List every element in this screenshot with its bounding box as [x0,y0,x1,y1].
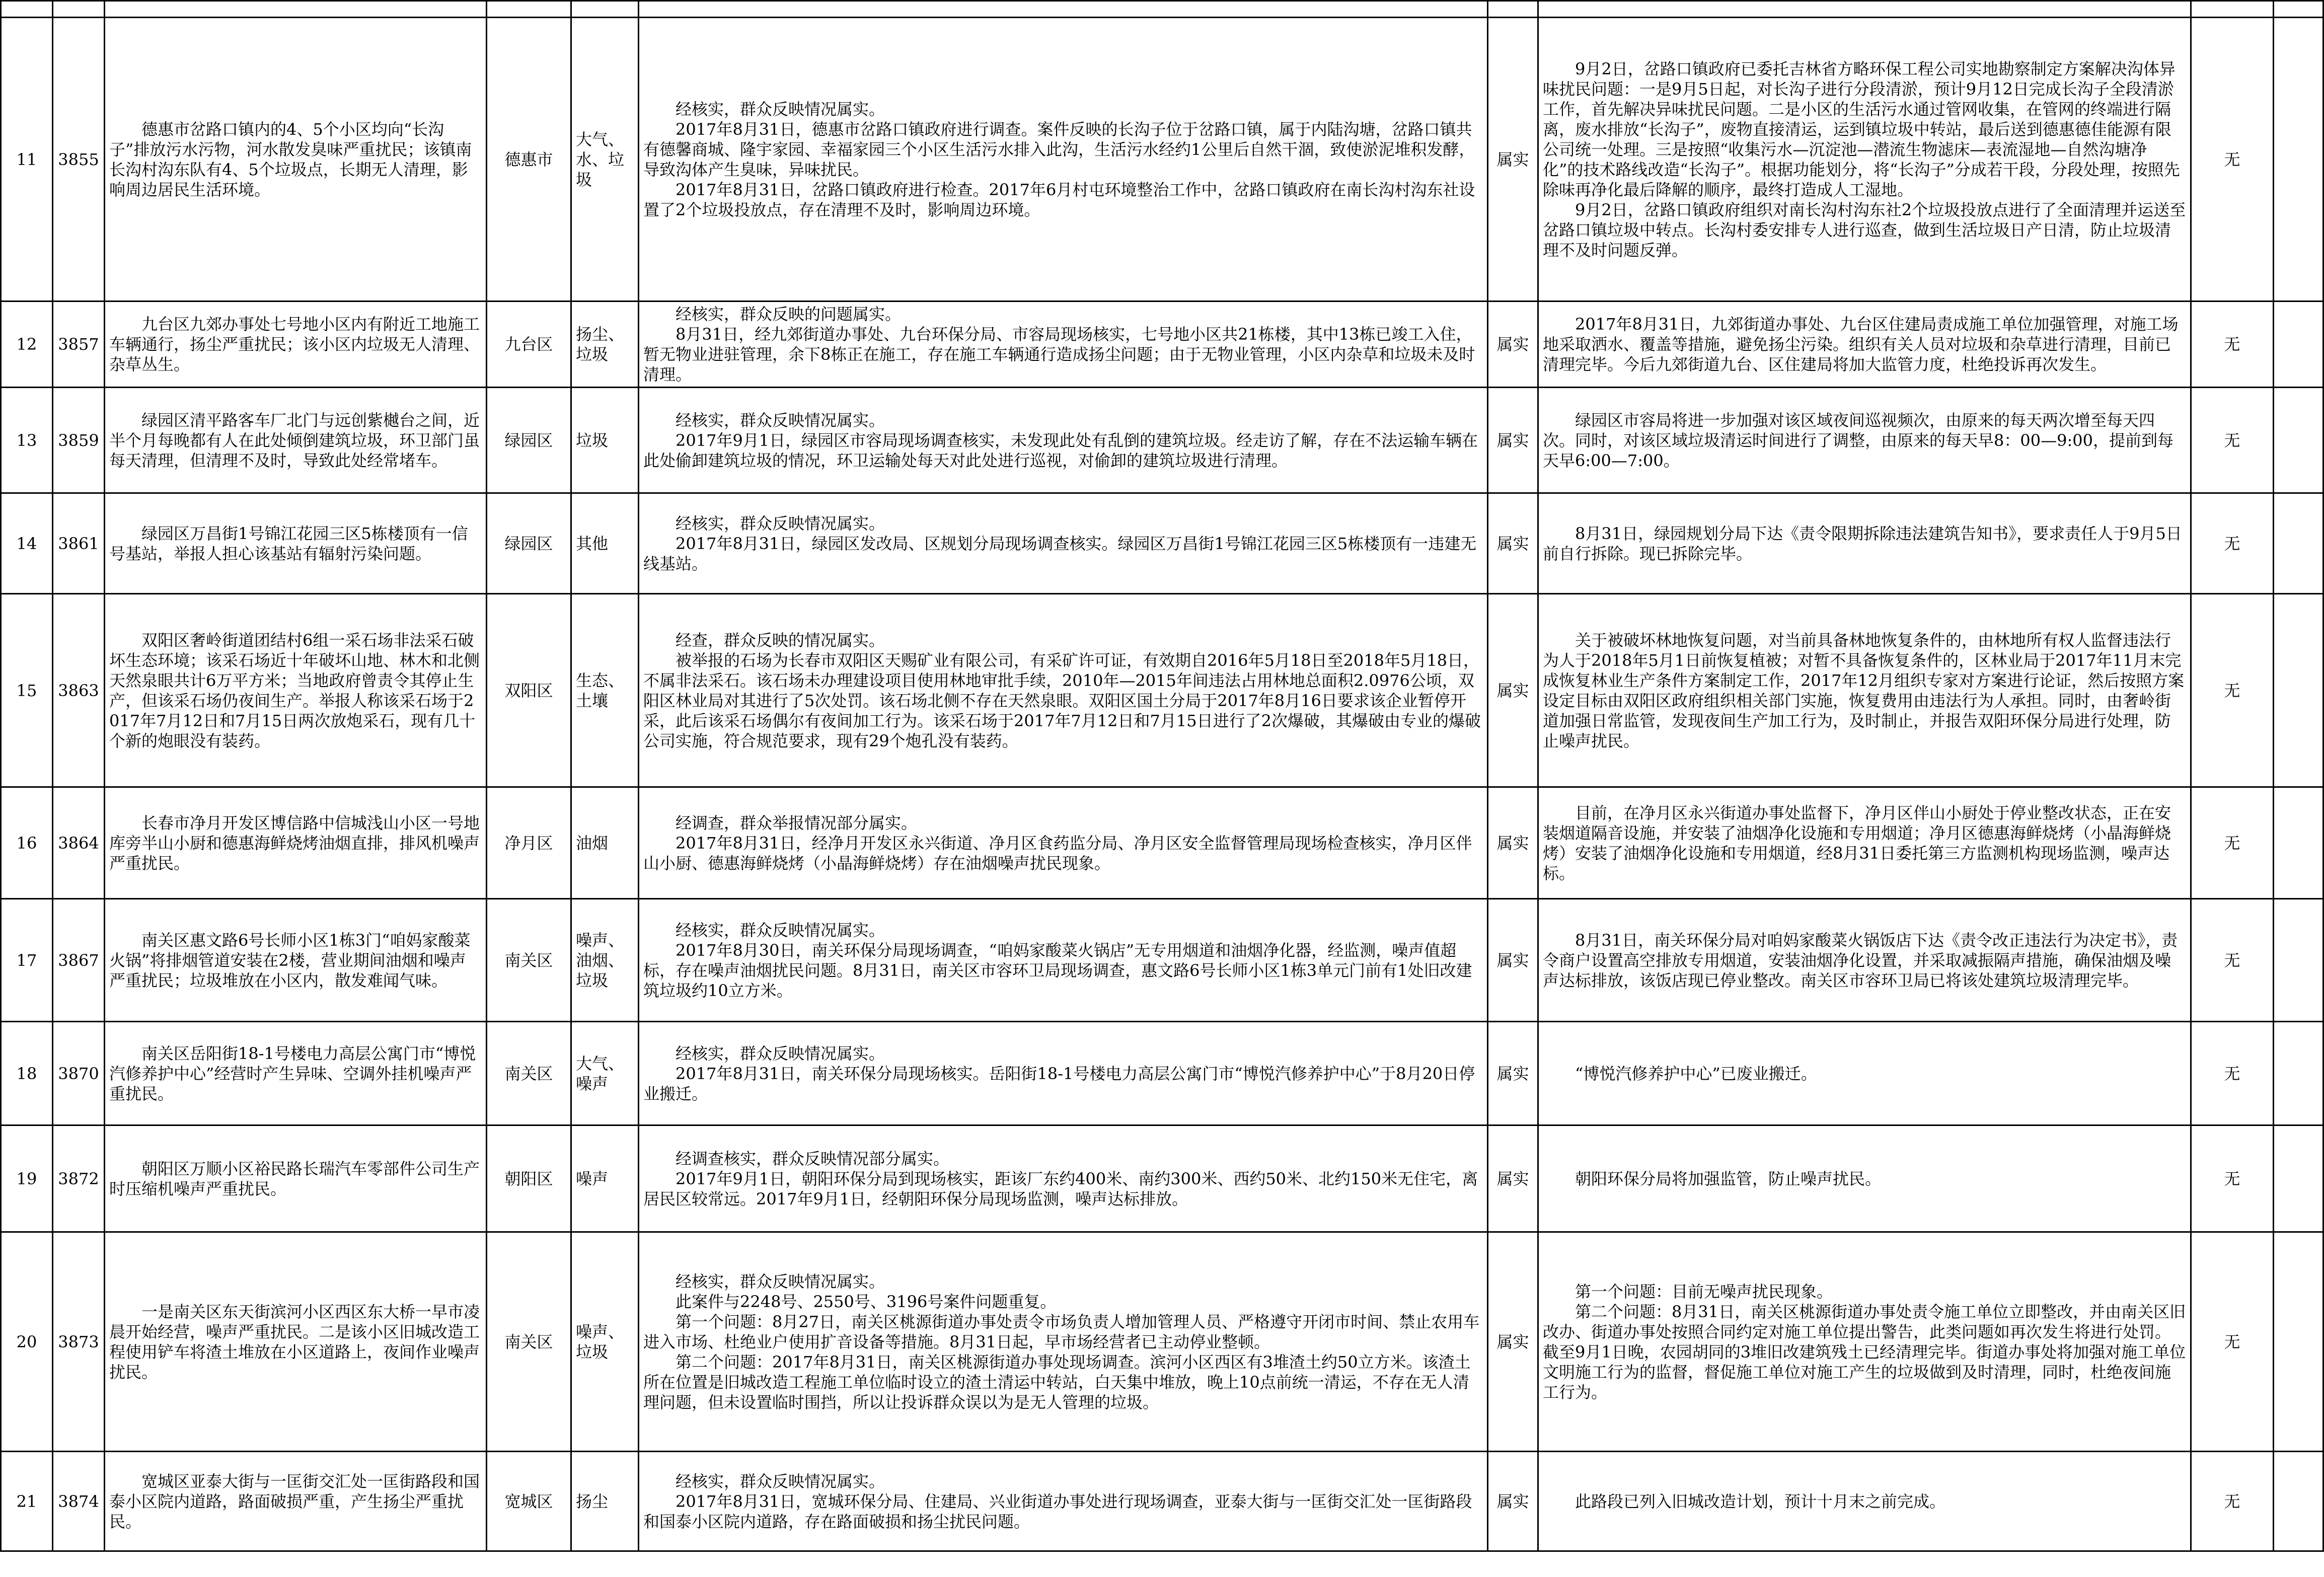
row-number: 14 [1,493,53,594]
header-cell [105,1,487,18]
result-text: 第一个问题：目前无噪声扰民现象。 第二个问题：8月31日，南关区桃源街道办事处责令施工单位立即整改，并由南关区旧改办、街道办事处按照合同约定对施工单位提出警告，此类问题如再次发生将进行处罚。截至9月1日晚，农园胡同的3堆旧改建筑残土已经清理完毕。街道办事处将加强对施工单位文明施工行为的监督，督促施工单位对施工产生的垃圾做到及时清理，同时，杜绝夜间施工行为。 [1538,1232,2191,1452]
verdict: 属实 [1488,388,1538,493]
row-number: 12 [1,302,53,388]
empty-cell [2274,388,2323,493]
investigation-text: 经调查核实，群众反映情况部分属实。 2017年9月1日，朝阳环保分局到现场核实，距该厂东约400米、南约300米、西约50米、北约150米无住宅，离居民区较常远。2017年9月1日，经朝阳环保分局现场监测，噪声达标排放。 [639,1125,1488,1232]
complaint-text: 绿园区清平路客车厂北门与远创紫樾台之间，近半个月每晚都有人在此处倾倒建筑垃圾，环卫部门虽每天清理，但清理不及时，导致此处经常堵车。 [105,388,487,493]
area: 南关区 [487,1022,571,1125]
category: 噪声、油烟、垃圾 [571,899,639,1022]
category: 扬尘、垃圾 [571,302,639,388]
complaint-text: 九台区九郊办事处七号地小区内有附近工地施工车辆通行，扬尘严重扰民；该小区内垃圾无人清理、杂草丛生。 [105,302,487,388]
investigation-text: 经核实，群众反映情况属实。 2017年8月30日，南关环保分局现场调查，“咱妈家酸菜火锅店”无专用烟道和油烟净化器，经监测，噪声值超标，存在噪声油烟扰民问题。8月31日，南关区市容环卫局现场调查，惠文路6号长师小区1栋3单元门前有1处旧改建筑垃圾约10立方米。 [639,899,1488,1022]
area: 双阳区 [487,594,571,787]
verdict: 属实 [1488,1232,1538,1452]
area: 宽城区 [487,1452,571,1551]
header-cell [2274,1,2323,18]
case-id: 3867 [53,899,105,1022]
table-row [1,18,2323,302]
row-number: 20 [1,1232,53,1452]
empty-cell [2274,1022,2323,1125]
category: 噪声、垃圾 [571,1232,639,1452]
case-id: 3863 [53,594,105,787]
table-row [1,493,2323,594]
category: 其他 [571,493,639,594]
table-row [1,302,2323,388]
result-text: 朝阳环保分局将加强监管，防止噪声扰民。 [1538,1125,2191,1232]
area: 南关区 [487,899,571,1022]
empty-cell [2274,1232,2323,1452]
case-id: 3864 [53,787,105,899]
result-text: 绿园区市容局将进一步加强对该区域夜间巡视频次，由原来的每天两次增至每天四次。同时，对该区域垃圾清运时间进行了调整，由原来的每天早8：00—9:00，提前到每天早6:00—7:00。 [1538,388,2191,493]
accountability: 无 [2191,1232,2274,1452]
category: 扬尘 [571,1452,639,1551]
header-cell [571,1,639,18]
investigation-text: 经调查，群众举报情况部分属实。 2017年8月31日，经净月开发区永兴街道、净月区食药监分局、净月区安全监督管理局现场检查核实，净月区伴山小厨、德惠海鲜烧烤（小晶海鲜烧烤）存在油烟噪声扰民现象。 [639,787,1488,899]
table-row [1,1022,2323,1125]
header-cell [639,1,1488,18]
empty-cell [2274,787,2323,899]
case-id: 3874 [53,1452,105,1551]
complaint-text: 双阳区奢岭街道团结村6组一采石场非法采石破坏生态环境；该采石场近十年破坏山地、林木和北侧天然泉眼共计6万平方米；当地政府曾责令其停止生产，但该采石场仍夜间生产。举报人称该采石场于2017年7月12日和7月15日两次放炮采石，现有几十个新的炮眼没有装药。 [105,594,487,787]
row-number: 11 [1,18,53,302]
header-cell [1538,1,2191,18]
row-number: 15 [1,594,53,787]
category: 生态、土壤 [571,594,639,787]
category: 大气、水、垃圾 [571,18,639,302]
table-row [1,594,2323,787]
area: 绿园区 [487,493,571,594]
case-id: 3873 [53,1232,105,1452]
result-text: 此路段已列入旧城改造计划，预计十月末之前完成。 [1538,1452,2191,1551]
complaint-text: 长春市净月开发区博信路中信城浅山小区一号地库旁半山小厨和德惠海鲜烧烤油烟直排，排风机噪声严重扰民。 [105,787,487,899]
result-text: 8月31日，绿园规划分局下达《责令限期拆除违法建筑告知书》，要求责任人于9月5日前自行拆除。现已拆除完毕。 [1538,493,2191,594]
result-text: “博悦汽修养护中心”已废业搬迁。 [1538,1022,2191,1125]
investigation-text: 经核实，群众反映情况属实。 2017年8月31日，德惠市岔路口镇政府进行调查。案件反映的长沟子位于岔路口镇，属于内陆沟塘，岔路口镇共有德馨商城、隆宇家园、幸福家园三个小区生活污水排入此沟，生活污水经约1公里后自然干涸，致使淤泥堆积发酵，导致沟体产生臭味，异味扰民。 2017年8月31日，岔路口镇政府进行检查。2017年6月村屯环境整治工作中，岔路口镇政府在南长沟村沟东社设置了2个垃圾投放点，存在清理不及时，影响周边环境。 [639,18,1488,302]
case-id: 3861 [53,493,105,594]
accountability: 无 [2191,18,2274,302]
table-row [1,388,2323,493]
accountability: 无 [2191,594,2274,787]
table-row [1,787,2323,899]
result-text: 目前，在净月区永兴街道办事处监督下，净月区伴山小厨处于停业整改状态，正在安装烟道隔音设施，并安装了油烟净化设施和专用烟道；净月区德惠海鲜烧烤（小晶海鲜烧烤）安装了油烟净化设施和专用烟道，经8月31日委托第三方监测机构现场监测，噪声达标。 [1538,787,2191,899]
complaint-text: 南关区岳阳街18-1号楼电力高层公寓门市“博悦汽修养护中心”经营时产生异味、空调外挂机噪声严重扰民。 [105,1022,487,1125]
accountability: 无 [2191,899,2274,1022]
investigation-text: 经核实，群众反映情况属实。 2017年8月31日，南关环保分局现场核实。岳阳街18-1号楼电力高层公寓门市“博悦汽修养护中心”于8月20日停业搬迁。 [639,1022,1488,1125]
investigation-text: 经核实，群众反映情况属实。 此案件与2248号、2550号、3196号案件问题重复。 第一个问题：8月27日，南关区桃源街道办事处责令市场负责人增加管理人员、严格遵守开闭市时间、禁止农用车进入市场、杜绝业户使用扩音设备等措施。8月31日起，早市场经营者已主动停业整顿。 第二个问题：2017年8月31日，南关区桃源街道办事处现场调查。滨河小区西区有3堆渣土约50立方米。该渣土所在位置是旧城改造工程施工单位临时设立的渣土清运中转站，白天集中堆放，晚上10点前统一清运，不存在无人清理问题，但未设置临时围挡，所以让投诉群众误以为是无人管理的垃圾。 [639,1232,1488,1452]
case-id: 3870 [53,1022,105,1125]
investigation-text: 经核实，群众反映情况属实。 2017年9月1日，绿园区市容局现场调查核实，未发现此处有乱倒的建筑垃圾。经走访了解，存在不法运输车辆在此处偷卸建筑垃圾的情况，环卫运输处每天对此处进行巡视，对偷卸的建筑垃圾进行清理。 [639,388,1488,493]
table-row [1,1452,2323,1551]
row-number: 13 [1,388,53,493]
category: 噪声 [571,1125,639,1232]
table-row [1,1232,2323,1452]
verdict: 属实 [1488,302,1538,388]
result-text: 2017年8月31日，九郊街道办事处、九台区住建局责成施工单位加强管理，对施工场地采取洒水、覆盖等措施，避免扬尘污染。组织有关人员对垃圾和杂草进行清理，目前已清理完毕。今后九郊街道九台、区住建局将加大监管力度，杜绝投诉再次发生。 [1538,302,2191,388]
area: 德惠市 [487,18,571,302]
accountability: 无 [2191,493,2274,594]
area: 净月区 [487,787,571,899]
investigation-text: 经核实，群众反映情况属实。 2017年8月31日，宽城环保分局、住建局、兴业街道办事处进行现场调查，亚泰大街与一匡街交汇处一匡街路段和国泰小区院内道路，存在路面破损和扬尘扰民问题。 [639,1452,1488,1551]
accountability: 无 [2191,302,2274,388]
row-number: 17 [1,899,53,1022]
empty-cell [2274,1452,2323,1551]
verdict: 属实 [1488,18,1538,302]
verdict: 属实 [1488,787,1538,899]
verdict: 属实 [1488,1125,1538,1232]
area: 九台区 [487,302,571,388]
investigation-text: 经查，群众反映的情况属实。 被举报的石场为长春市双阳区天赐矿业有限公司，有采矿许可证，有效期自2016年5月18日至2018年5月18日，不属非法采石。该石场未办理建设项目使用林地审批手续，2010年—2015年间违法占用林地总面积2.0976公顷，双阳区林业局对其进行了5次处罚。该石场北侧不存在天然泉眼。双阳区国土分局于2017年8月16日要求该企业暂停开采，此后该采石场偶尔有夜间加工行为。该采石场于2017年7月12日和7月15日进行了2次爆破，其爆破由专业的爆破公司实施，符合规范要求，现有29个炮孔没有装药。 [639,594,1488,787]
verdict: 属实 [1488,594,1538,787]
result-text: 9月2日，岔路口镇政府已委托吉林省方略环保工程公司实地勘察制定方案解决沟体异味扰民问题：一是9月5日起，对长沟子进行分段清淤，预计9月12日完成长沟子全段清淤工作，首先解决异味扰民问题。二是小区的生活污水通过管网收集，在管网的终端进行隔离，废水排放“长沟子”，废物直接清运，运到镇垃圾中转站，最后送到德惠德佳能源有限公司统一处理。三是按照“收集污水—沉淀池—潜流生物滤床—表流湿地—自然沟塘净化”的技术路线改造“长沟子”。根据功能划分，将“长沟子”分成若干段，分段处理，按照先除味再净化最后降解的顺序，最终打造成人工湿地。 9月2日，岔路口镇政府组织对南长沟村沟东社2个垃圾投放点进行了全面清理并运送至岔路口镇垃圾中转点。长沟村委安排专人进行巡查，做到生活垃圾日产日清，防止垃圾清理不及时问题反弹。 [1538,18,2191,302]
empty-cell [2274,302,2323,388]
complaint-text: 德惠市岔路口镇内的4、5个小区均向“长沟子”排放污水污物，河水散发臭味严重扰民；该镇南长沟村沟东队有4、5个垃圾点，长期无人清理，影响周边居民生活环境。 [105,18,487,302]
header-cell [2191,1,2274,18]
category: 油烟 [571,787,639,899]
header-cell [487,1,571,18]
row-number: 18 [1,1022,53,1125]
table-row [1,899,2323,1022]
accountability: 无 [2191,787,2274,899]
investigation-text: 经核实，群众反映的问题属实。 8月31日，经九郊街道办事处、九台环保分局、市容局现场核实，七号地小区共21栋楼，其中13栋已竣工入住，暂无物业进驻管理，余下8栋正在施工，存在施工车辆通行造成扬尘问题；由于无物业管理，小区内杂草和垃圾未及时清理。 [639,302,1488,388]
complaint-text: 朝阳区万顺小区裕民路长瑞汽车零部件公司生产时压缩机噪声严重扰民。 [105,1125,487,1232]
verdict: 属实 [1488,493,1538,594]
verdict: 属实 [1488,1022,1538,1125]
accountability: 无 [2191,1022,2274,1125]
header-cell [1,1,53,18]
accountability: 无 [2191,388,2274,493]
table-row [1,1125,2323,1232]
category: 垃圾 [571,388,639,493]
investigation-text: 经核实，群众反映情况属实。 2017年8月31日，绿园区发改局、区规划分局现场调查核实。绿园区万昌街1号锦江花园三区5栋楼顶有一违建无线基站。 [639,493,1488,594]
empty-cell [2274,493,2323,594]
case-id: 3857 [53,302,105,388]
complaint-text: 一是南关区东天街滨河小区西区东大桥一早市凌晨开始经营，噪声严重扰民。二是该小区旧城改造工程使用铲车将渣土堆放在小区道路上，夜间作业噪声扰民。 [105,1232,487,1452]
case-id: 3855 [53,18,105,302]
row-number: 19 [1,1125,53,1232]
verdict: 属实 [1488,899,1538,1022]
empty-cell [2274,1125,2323,1232]
area: 朝阳区 [487,1125,571,1232]
complaint-text: 宽城区亚泰大街与一匡街交汇处一匡街路段和国泰小区院内道路，路面破损严重，产生扬尘严重扰民。 [105,1452,487,1551]
table-header-strip [1,1,2323,18]
category: 大气、噪声 [571,1022,639,1125]
row-number: 16 [1,787,53,899]
accountability: 无 [2191,1125,2274,1232]
complaint-text: 南关区惠文路6号长师小区1栋3门“咱妈家酸菜火锅”将排烟管道安装在2楼，营业期间油烟和噪声严重扰民；垃圾堆放在小区内，散发难闻气味。 [105,899,487,1022]
result-text: 关于被破坏林地恢复问题，对当前具备林地恢复条件的，由林地所有权人监督违法行为人于2018年5月1日前恢复植被；对暂不具备恢复条件的，区林业局于2017年11月末完成恢复林业生产条件方案制定工作，2017年12月组织专家对方案进行论证，然后按照方案设定目标由双阳区政府组织相关部门实施，恢复费用由违法行为人承担。同时，由奢岭街道加强日常监管，发现夜间生产加工行为，及时制止，并报告双阳环保分局进行处理，防止噪声扰民。 [1538,594,2191,787]
header-cell [53,1,105,18]
case-id: 3872 [53,1125,105,1232]
verdict: 属实 [1488,1452,1538,1551]
result-text: 8月31日，南关环保分局对咱妈家酸菜火锅饭店下达《责令改正违法行为决定书》，责令商户设置高空排放专用烟道，安装油烟净化设置，并采取减振隔声措施，确保油烟及噪声达标排放，该饭店现已停业整改。南关区市容环卫局已将该处建筑垃圾清理完毕。 [1538,899,2191,1022]
complaint-text: 绿园区万昌街1号锦江花园三区5栋楼顶有一信号基站，举报人担心该基站有辐射污染问题。 [105,493,487,594]
row-number: 21 [1,1452,53,1551]
case-table-body [1,1,2323,1551]
empty-cell [2274,594,2323,787]
header-cell [1488,1,1538,18]
empty-cell [2274,18,2323,302]
case-id: 3859 [53,388,105,493]
area: 绿园区 [487,388,571,493]
area: 南关区 [487,1232,571,1452]
empty-cell [2274,899,2323,1022]
accountability: 无 [2191,1452,2274,1551]
